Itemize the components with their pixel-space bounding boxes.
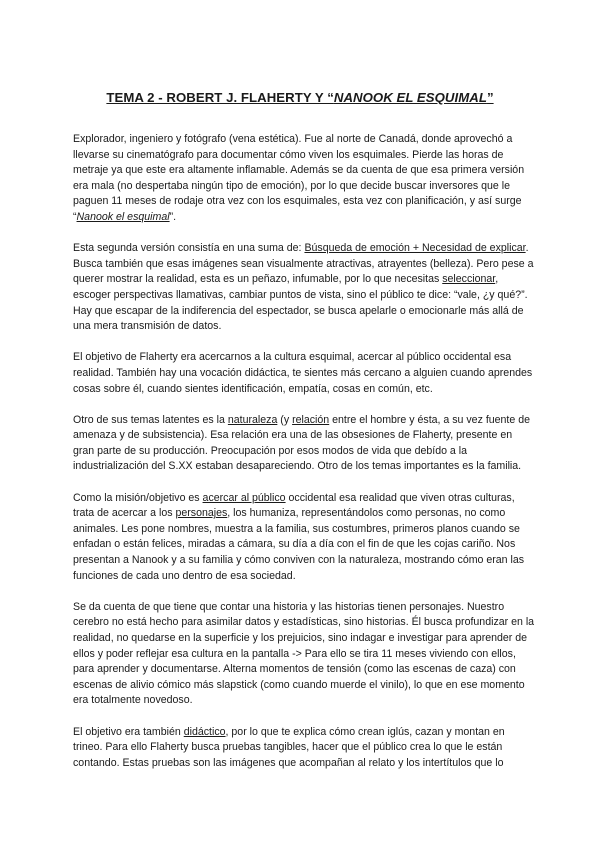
paragraph-4-text-c: entre el hombre y ésta, a su vez fuente de amenaza y de subsistencia). Esa relación era una de las obsesiones de Flaherty, presente en gran parte de su producción. Preocupación por esos modos de vida que debído a la industrialización del S.XX estaban desapareciendo. Otro de los temas importantes es la familia. [73,413,530,473]
underlined-acercar-publico: acercar al público [202,491,286,504]
title-film-name: NANOOK EL ESQUIMAL [333,90,487,105]
paragraph-2-text-c: , escoger perspectivas llamativas, cambiar puntos de vista, sino el público te dice: “vale, ¿y qué?”. Hay que escapar de la indiferencia del espectador, se busca apelarle o emocionarle más allá de una mera transmisión de datos. [73,273,528,333]
paragraph-4-text-a: Otro de sus temas latentes es la [73,413,228,426]
paragraph-7 [73,725,535,772]
paragraph-1-text-a: Explorador, ingeniero y fotógrafo (vena estética). Fue al norte de Canadá, donde aprovechó a llevarse su cinematógrafo para documentar cómo viven los esquimales. Pierde las horas de metraje ya que este era altamente inflamable. Además se da cuenta de que esa primera versión era mala (no despertaba ningún tipo de emoción), por lo que decide buscar inversores que le paguen 11 meses de rodaje otra vez con los esquimales, esta vez con planificación, y así surge “ [73,133,525,223]
paragraph-1 [73,132,535,226]
paragraph-7-text-b: , por lo que te explica cómo crean iglús, cazan y montan en trineo. Para ello Flaherty busca pruebas tangibles, hacer que el público crea lo que le están contando. Estas pruebas son las imágenes que acompañan al relato y los intertítulos que lo [73,725,505,769]
paragraph-5-text-c: , los humaniza, representándolos como personas, no como animales. Les pone nombres, muestra a la familia, sus costumbres, primeros planos cuando se enfadan o están felices, miradas a cámara, su día a día con el fin de que les cojas cariño. Nos presentan a Nanook y a su familia y cómo conviven con la naturaleza, mostrando cómo eran las funciones de cada uno dentro de esa sociedad. [73,507,525,582]
paragraph-2 [73,241,535,335]
paragraph-1-text-b: ”. [169,210,177,223]
document-body [73,132,535,787]
underlined-seleccionar: seleccionar [442,273,496,286]
page-title [60,90,540,106]
paragraph-3: El objetivo de Flaherty era acercarnos a la cultura esquimal, acercar al público occidental esa realidad. También hay una vocación didáctica, te sientes más cercano a alguien cuando aprendes cosas sobre él, cuando sientes identificación, empatía, cosas en común, etc. [73,351,533,395]
underlined-naturaleza: naturaleza [227,413,278,426]
paragraph-4 [73,413,535,475]
film-title-link[interactable]: Nanook el esquimal [76,210,170,223]
paragraph-2-text-a: Esta segunda versión consistía en una suma de: [73,242,305,255]
underlined-emotion-explain: Búsqueda de emoción + Necesidad de explicar [304,242,526,255]
underlined-personajes: personajes [175,507,228,520]
paragraph-2-text-b: . Busca también que esas imágenes sean visualmente atractivas, atrayentes (belleza). Pero pese a querer mostrar la realidad, esta es un peñazo, infumable, por lo que necesitas [73,242,534,286]
underlined-relacion: relación [292,413,330,426]
paragraph-4-text-b: (y [277,413,293,426]
title-prefix: TEMA 2 - ROBERT J. FLAHERTY Y “ [106,90,334,105]
paragraph-7-text-a: El objetivo era también [73,725,184,738]
paragraph-5 [73,491,535,585]
underlined-didactico: didáctico [183,725,226,738]
paragraph-6: Se da cuenta de que tiene que contar una historia y las historias tienen personajes. Nuestro cerebro no está hecho para asimilar datos y estadísticas, sino historias. Él busca profundizar en la realidad, no quedarse en la superficie y los prejuicios, sino indagar e investigar para aprender de ellos y poder reflejar esa cultura en la pantalla -> Para ello se tira 11 meses viviendo con ellos, para aprender y documentarse. Alterna momentos de tensión (como las escenas de caza) con escenas de alivio cómico más slapstick (como cuando muerde el vinilo), lo que en ese momento era totalmente novedoso. [73,600,535,707]
paragraph-5-text-a: Como la misión/objetivo es [73,491,203,504]
title-suffix: ” [486,90,494,105]
paragraph-5-text-b: occidental esa realidad que viven otras culturas, trata de acercar a los [73,491,515,520]
